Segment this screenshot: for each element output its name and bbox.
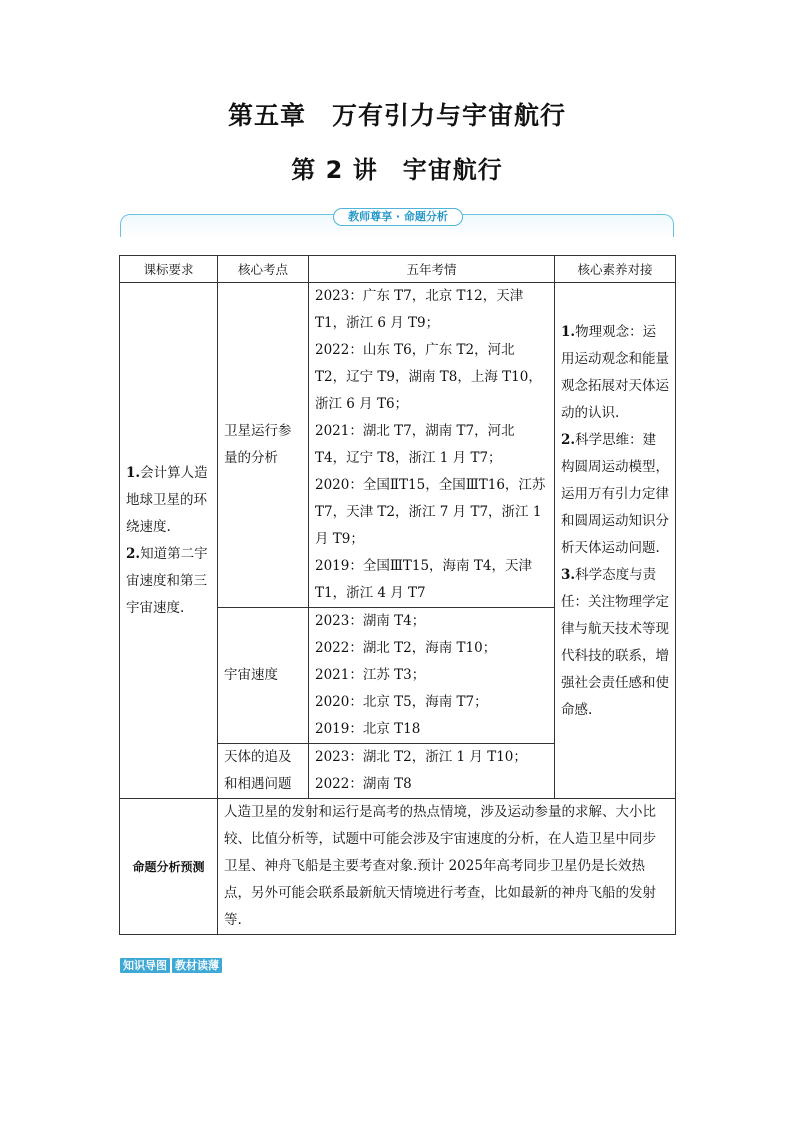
records-cell — [309, 744, 555, 799]
literacy-item: 2.科学思维：建构圆周运动模型，运用万有引力定律和圆周运动知识分析天体运动问题. — [561, 432, 669, 556]
record-line: 2022：山东 T6，广东 T2，河北 T2，辽宁 T9，湖南 T8，上海 T10，浙江 6 月 T6； — [315, 342, 542, 412]
header-literacy: 核心素养对接 — [555, 256, 676, 283]
topic-cell: 卫星运行参量的分析 — [218, 283, 309, 608]
footer-tags — [120, 958, 222, 973]
exam-analysis-table — [119, 255, 676, 935]
requirement-item: 2.知道第二宇宙速度和第三宇宙速度. — [126, 545, 208, 616]
record-line: 2019：北京 T18 — [315, 721, 421, 737]
banner-label: 教师尊享 · 命题分析 — [333, 208, 463, 226]
records-cell — [309, 283, 555, 608]
topic-cell: 宇宙速度 — [218, 608, 309, 744]
literacy-item: 3.科学态度与责任：关注物理学定律与航天技术等现代科技的联系，增强社会责任感和使命感. — [561, 567, 669, 718]
records-cell — [309, 608, 555, 744]
tag-textbook-reading: 教材读薄 — [172, 958, 222, 973]
record-line: 2022：湖南 T8 — [315, 776, 412, 792]
prediction-label: 命题分析预测 — [120, 799, 218, 935]
requirement-item: 1.会计算人造地球卫星的环绕速度. — [126, 464, 208, 535]
record-line: 2022：湖北 T2，海南 T10； — [315, 640, 497, 656]
requirements-cell — [120, 283, 218, 799]
record-line: 2023：湖北 T2，浙江 1 月 T10； — [315, 749, 527, 765]
chapter-title: 第五章 万有引力与宇宙航行 — [227, 101, 566, 130]
table-row — [120, 283, 676, 608]
record-line: 2020：北京 T5，海南 T7； — [315, 694, 488, 710]
table-header-row — [120, 256, 676, 283]
record-line: 2019：全国ⅢT15，海南 T4，天津 T1，浙江 4 月 T7 — [315, 558, 532, 601]
header-requirements: 课标要求 — [120, 256, 218, 283]
record-line: 2021：湖北 T7，湖南 T7，河北 T4，辽宁 T8，浙江 1 月 T7； — [315, 423, 515, 466]
teacher-banner — [120, 210, 674, 237]
header-topics: 核心考点 — [218, 256, 309, 283]
prediction-row — [120, 799, 676, 935]
lesson-title: 第 2 讲 宇宙航行 — [291, 156, 503, 184]
literacy-item: 1.物理观念：运用运动观念和能量观念拓展对天体运动的认识. — [561, 324, 669, 421]
record-line: 2023：广东 T7，北京 T12，天津 T1，浙江 6 月 T9； — [315, 288, 524, 331]
record-line: 2023：湖南 T4； — [315, 613, 426, 629]
literacy-cell — [555, 283, 676, 799]
tag-knowledge-map: 知识导图 — [120, 958, 170, 973]
record-line: 2021：江苏 T3； — [315, 667, 426, 683]
prediction-text: 人造卫星的发射和运行是高考的热点情境，涉及运动参量的求解、大小比较、比值分析等，试题中可能会涉及宇宙速度的分析，在人造卫星中同步卫星、神舟飞船是主要考查对象.预计 2025年高考同步卫星仍是长效热点，另外可能会联系最新航天情境进行考查，比如最新的神舟飞船的发射等. — [218, 799, 676, 935]
record-line: 2020：全国ⅡT15，全国ⅢT16，江苏 T7，天津 T2，浙江 7 月 T7，浙江 1 月 T9； — [315, 477, 546, 547]
topic-cell: 天体的追及和相遇问题 — [218, 744, 309, 799]
header-records: 五年考情 — [309, 256, 555, 283]
